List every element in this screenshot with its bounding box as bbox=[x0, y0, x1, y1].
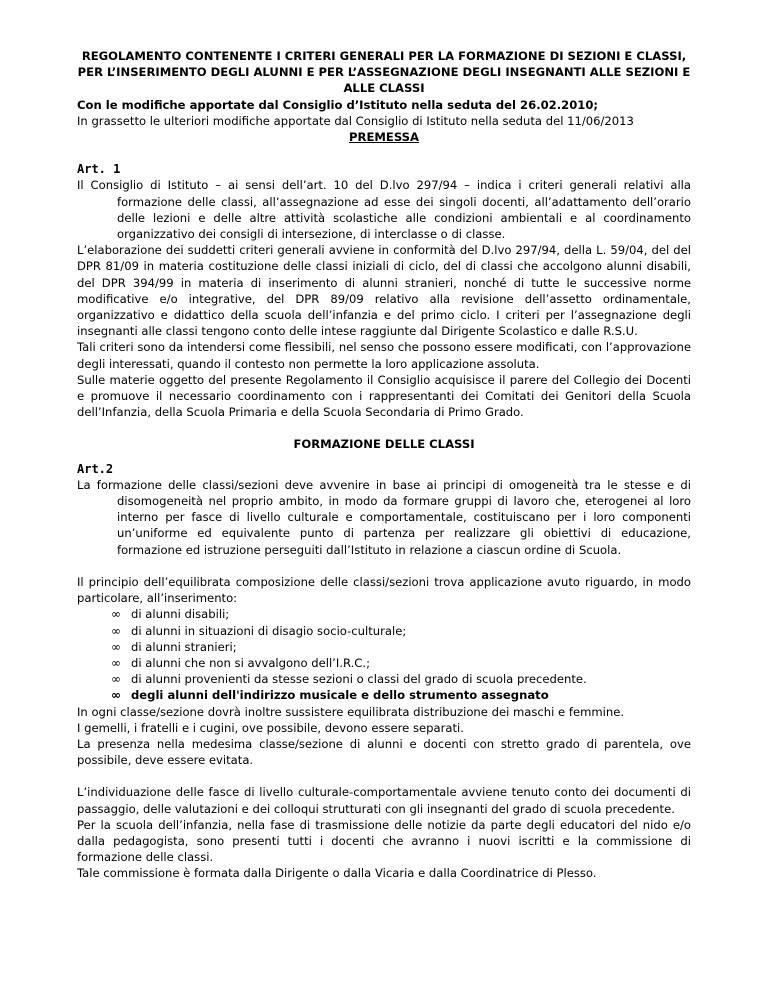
formazione-heading: FORMAZIONE DELLE CLASSI bbox=[293, 437, 475, 452]
list-item: ∞ di alunni in situazioni di disagio socio-culturale; bbox=[111, 623, 407, 638]
spacer bbox=[77, 453, 691, 461]
art1-paragraph-3: Tali criteri sono da intendersi come flessibili, nel senso che possono essere modificati, con l’approvazione degli interessati, quando il contesto non permette la loro applicazione assoluta. bbox=[77, 340, 691, 371]
list-item: ∞ di alunni che non si avvalgono dell’I.R.C.; bbox=[111, 655, 370, 670]
art2-paragraph-7: Per la scuola dell’infanzia, nella fase di trasmissione delle notizie da parte degli educatori del nido e/o dalla pedagogista, sono presenti tutti i docenti che avranno i nuovi iscritti e la commissione di formazione delle classi. bbox=[77, 817, 691, 865]
art1-paragraph-2: L’elaborazione dei suddetti criteri generali avviene in conformità del D.lvo 297/94, della L. 59/04, del del DPR 81/09 in materia costituzione delle classi iniziali di ciclo, del di classi che accolgono alunni disabili, del DPR 394/99 in materia di inserimento di alunni stranieri, nonché di tutte le successive norme modificative e/o integrative, del DPR 89/09 relativo alla revisione dell’assetto ordinamentale, organizzativo e didattico della scuola dell’infanzia e del primo ciclo. I criteri per l’assegnazione degli insegnanti alle classi tengono conto delle intese raggiunte dal Dirigente Scolastico e dalle R.S.U. bbox=[77, 243, 691, 339]
art2-paragraph-4: I gemelli, i fratelli e i cugini, ove possibile, devono essere separati. bbox=[77, 720, 464, 735]
spacer bbox=[77, 145, 691, 161]
bullet-icon: ∞ bbox=[111, 639, 121, 654]
list-item: ∞ degli alunni dell'indirizzo musicale e dello strumento assegnato bbox=[111, 688, 549, 703]
art2-paragraph-6: L’individuazione delle fasce di livello culturale-comportamentale avviene tenuto conto dei documenti di passaggio, delle valutazioni e dei colloqui strutturati con gli insegnanti del grado di scuola precedente. bbox=[77, 785, 691, 816]
grassetto-note: In grassetto le ulteriori modifiche apportate dal Consiglio di Istituto nella seduta del 11/06/2013 bbox=[77, 113, 634, 128]
art1-heading: Art. 1 bbox=[77, 162, 121, 177]
art2-paragraph-3: In ogni classe/sezione dovrà inoltre sussistere equilibrata distribuzione dei maschi e femmine. bbox=[77, 704, 625, 719]
art2-paragraph-1: La formazione delle classi/sezioni deve avvenire in base ai principi di omogeneità tra le stesse e di disomogeneità nel proprio ambito, in modo da formare gruppi di lavoro che, eterogenei al loro interno per fasce di livello culturale e comportamentale, costituiscano per i loro componenti un’uniforme ed equivalente punto di partenza per realizzare gli obiettivi di educazione, formazione ed istruzione perseguiti dall’Istituto in relazione a ciascun ordine di Scuola. bbox=[77, 477, 691, 557]
bullet-icon: ∞ bbox=[111, 688, 121, 703]
spacer bbox=[77, 420, 691, 436]
spacer bbox=[77, 768, 691, 784]
bullet-icon: ∞ bbox=[111, 672, 121, 687]
art2-paragraph-8: Tale commissione è formata dalla Dirigente o dalla Vicaria e dalla Coordinatrice di Plesso. bbox=[77, 866, 597, 881]
bullet-icon: ∞ bbox=[111, 623, 121, 638]
premessa-heading: PREMESSA bbox=[349, 130, 419, 145]
art1-paragraph-4: Sulle materie oggetto del presente Regolamento il Consiglio acquisisce il parere del Collegio dei Docenti e promuove il necessario coordinamento con i rappresentanti dei Comitati dei Genitori della Scuola dell’Infanzia, della Scuola Primaria e della Scuola Secondaria di Primo Grado. bbox=[77, 372, 691, 420]
art1-paragraph-1: Il Consiglio di Istituto – ai sensi dell’art. 10 del D.lvo 297/94 – indica i criteri generali relativi alla formazione delle classi, all’assegnazione ad esse dei singoli docenti, all’adattamento dell’orario delle lezioni e delle altre attività scolastiche alle condizioni ambientali e al coordinamento organizzativo dei consigli di intersezione, di interclasse o di classe. bbox=[77, 178, 691, 242]
list-item: ∞ di alunni stranieri; bbox=[111, 639, 237, 654]
modifiche-note: Con le modifiche apportate dal Consiglio d’Istituto nella seduta del 26.02.2010; bbox=[77, 97, 599, 112]
art2-heading: Art.2 bbox=[77, 461, 114, 476]
art2-paragraph-5: La presenza nella medesima classe/sezione di alunni e docenti con stretto grado di parentela, ove possibile, deve essere evitata. bbox=[77, 736, 691, 768]
list-item: ∞ di alunni disabili; bbox=[111, 607, 230, 622]
list-item: ∞ di alunni provenienti da stesse sezioni o classi del grado di scuola precedente. bbox=[111, 672, 587, 687]
document-title: REGOLAMENTO CONTENENTE I CRITERI GENERALI PER LA FORMAZIONE DI SEZIONI E CLASSI, PER L’INSERIMENTO DEGLI ALUNNI E PER L’ASSEGNAZIONE DEGLI INSEGNANTI ALLE SEZIONI E ALLE CLASSI bbox=[77, 49, 691, 96]
art2-paragraph-2: Il principio dell’equilibrata composizione delle classi/sezioni trova applicazione avuto riguardo, in modo particolare, all’inserimento: bbox=[77, 574, 691, 606]
spacer bbox=[77, 558, 691, 574]
bullet-icon: ∞ bbox=[111, 607, 121, 622]
bullet-icon: ∞ bbox=[111, 655, 121, 670]
inserimento-list bbox=[77, 606, 691, 703]
